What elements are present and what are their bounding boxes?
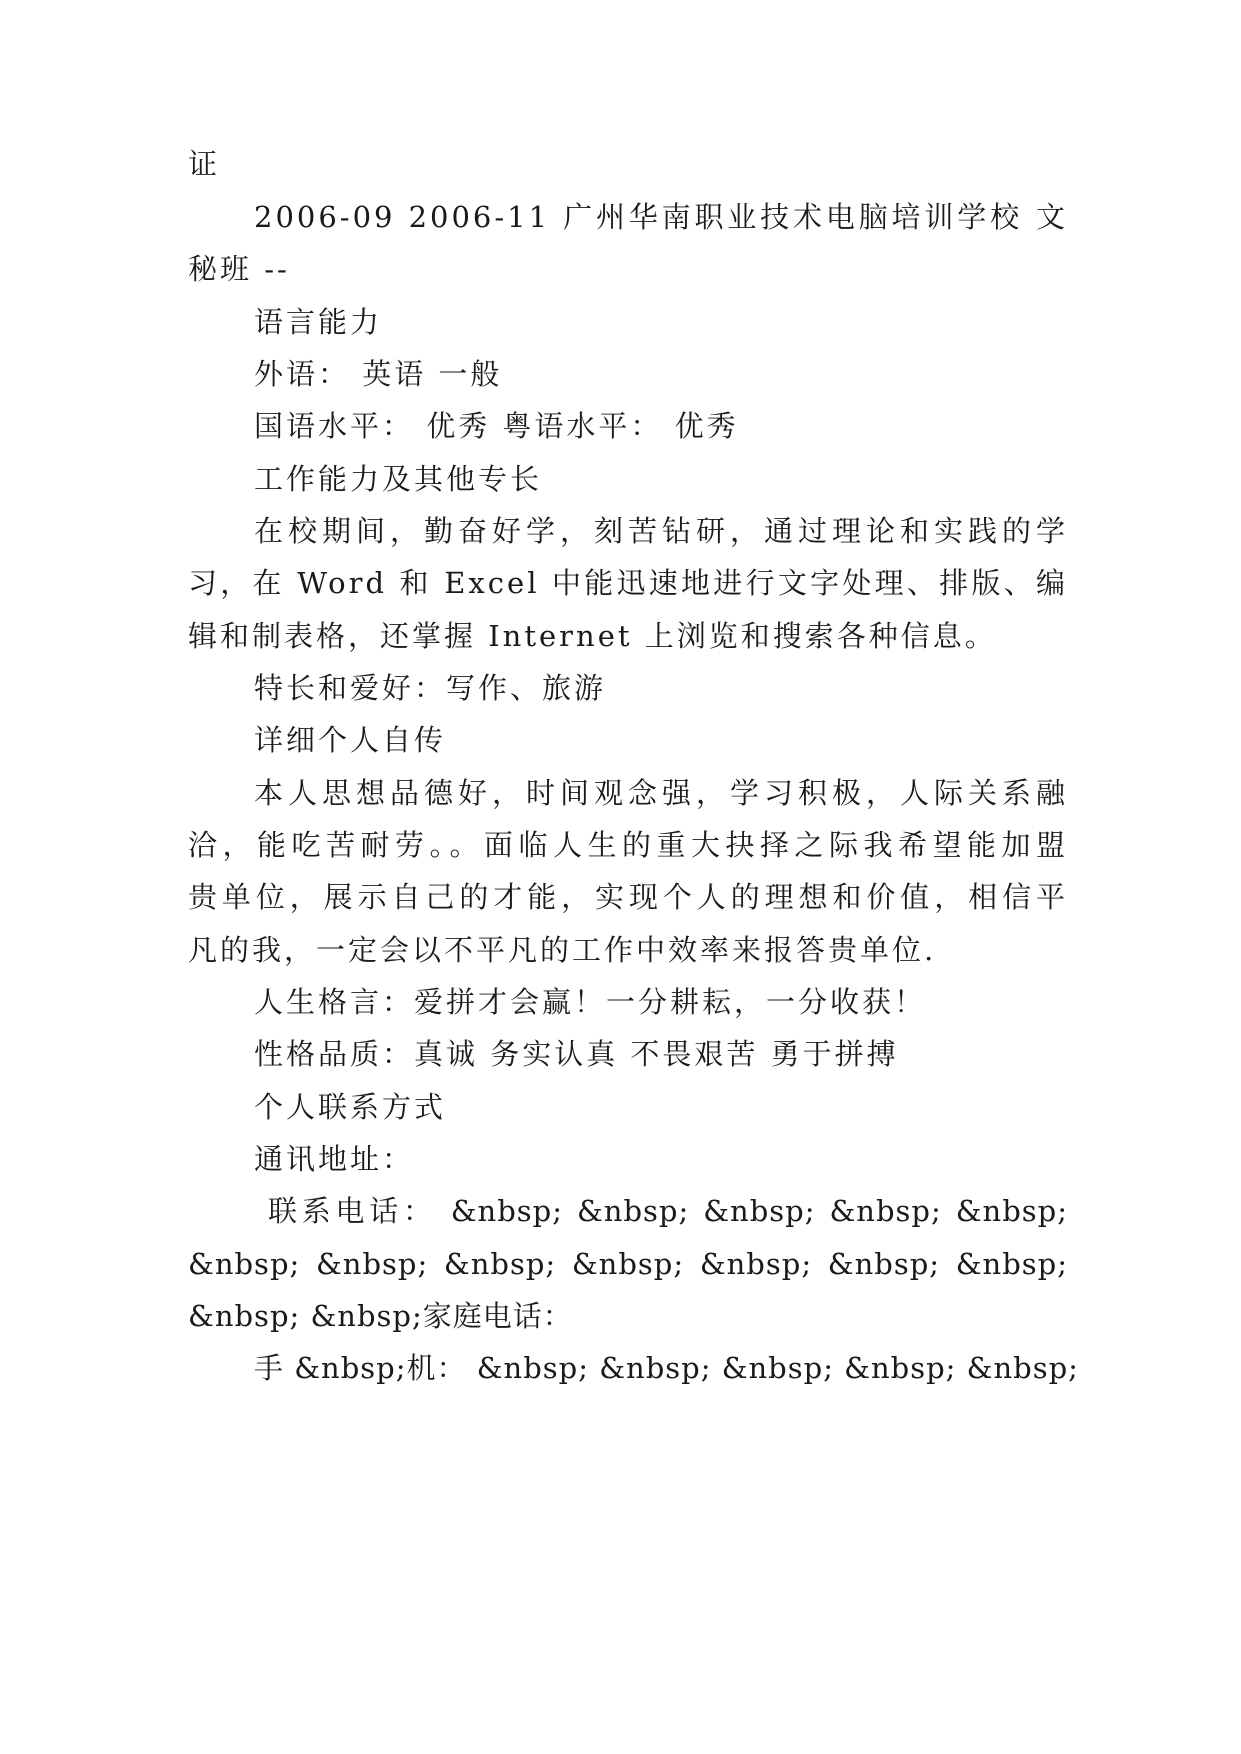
phone-line-2: &nbsp; &nbsp; &nbsp; &nbsp; &nbsp; &nbsp; &nbsp; xyxy=(188,1247,1068,1281)
autobiography-line-1: 本人思想品德好，时间观念强，学习积极，人际关系融 xyxy=(254,776,1068,810)
text-line-continuation: 证 xyxy=(188,147,221,181)
foreign-language-line: 外语： 英语 一般 xyxy=(254,357,503,391)
skills-paragraph-line-2: 习，在 Word 和 Excel 中能迅速地进行文字处理、排版、编 xyxy=(188,566,1068,600)
skills-paragraph-line-1: 在校期间，勤奋好学，刻苦钻研，通过理论和实践的学 xyxy=(254,514,1068,548)
phone-line-1: 联系电话： &nbsp; &nbsp; &nbsp; &nbsp; &nbsp; xyxy=(254,1194,1068,1228)
address-label: 通讯地址： xyxy=(254,1142,415,1176)
section-heading-contact: 个人联系方式 xyxy=(254,1090,447,1124)
autobiography-line-3: 贵单位，展示自己的才能，实现个人的理想和价值，相信平 xyxy=(188,880,1068,914)
section-heading-language: 语言能力 xyxy=(254,305,383,339)
mandarin-cantonese-line: 国语水平： 优秀 粤语水平： 优秀 xyxy=(254,409,739,443)
section-heading-autobiography: 详细个人自传 xyxy=(254,723,447,757)
skills-paragraph-line-3: 辑和制表格，还掌握 Internet 上浏览和搜索各种信息。 xyxy=(188,619,997,653)
hobbies-line: 特长和爱好：写作、旅游 xyxy=(254,671,607,705)
home-phone-line: &nbsp; &nbsp;家庭电话： xyxy=(188,1299,573,1333)
personality-line: 性格品质：真诚 务实认真 不畏艰苦 勇于拼搏 xyxy=(254,1037,899,1071)
mobile-line: 手 &nbsp;机： &nbsp; &nbsp; &nbsp; &nbsp; &nbsp; xyxy=(254,1351,1079,1385)
autobiography-line-2: 洽，能吃苦耐劳。。面临人生的重大抉择之际我希望能加盟 xyxy=(188,828,1068,862)
education-entry-line-1: 2006-09 2006-11 广州华南职业技术电脑培训学校 文 xyxy=(254,200,1068,234)
section-heading-skills: 工作能力及其他专长 xyxy=(254,462,543,496)
autobiography-line-4: 凡的我，一定会以不平凡的工作中效率来报答贵单位. xyxy=(188,933,937,967)
education-entry-line-2: 秘班 -- xyxy=(188,252,290,286)
motto-line: 人生格言：爱拼才会赢！一分耕耘，一分收获！ xyxy=(254,985,927,1019)
